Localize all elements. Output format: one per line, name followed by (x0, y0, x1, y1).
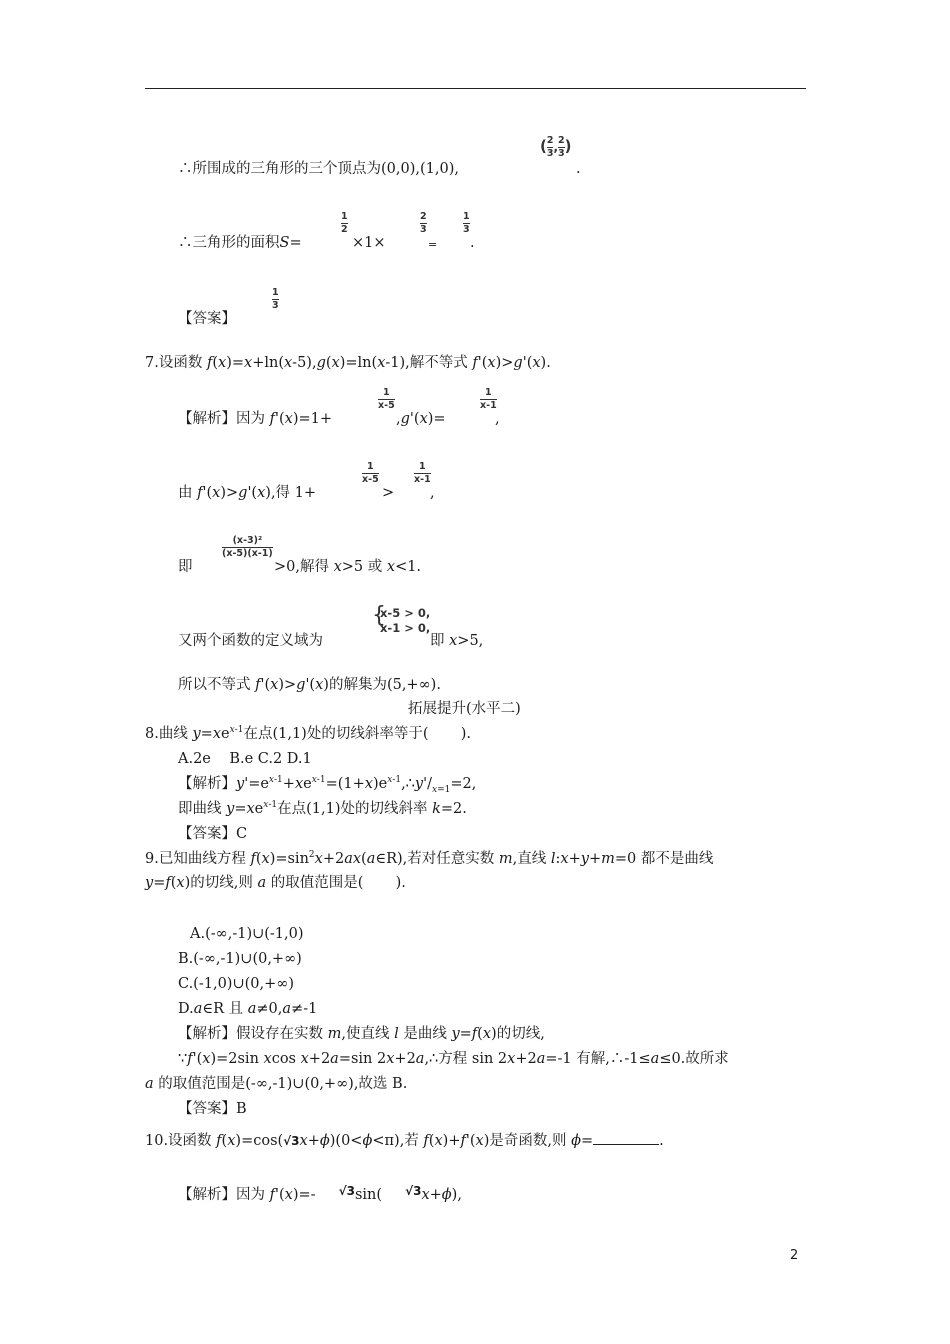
vertices-period: . (576, 161, 581, 177)
area-period: . (470, 235, 475, 251)
section-level2: 拓展提升(水平二) (408, 701, 521, 717)
q7-frac-big: (x-3)² (x-5)(x-1) (222, 535, 273, 559)
q10-answer-blank[interactable] (593, 1130, 659, 1145)
header-rule (145, 88, 806, 89)
q9-answer: 【答案】B (178, 1101, 247, 1117)
q7-domain-result: 即 x>5, (430, 633, 484, 649)
q7-comma-2: , (430, 485, 435, 501)
area-equals: = (428, 238, 438, 251)
q7-frac-1: 1 x-5 (378, 387, 395, 411)
vertices-line: ∴所围成的三角形的三个顶点为(0,0),(1,0), (178, 161, 459, 177)
q9-option-b: B.(-∞,-1)∪(0,+∞) (178, 951, 302, 967)
area-line: ∴三角形的面积S= (178, 235, 302, 251)
q8-options: A.2e B.e C.2 D.1 (178, 751, 312, 767)
vertex-point: ( $\frac{2}{3}$ , $\frac{2}{3}$ ) (540, 135, 572, 159)
q7-domain-line: 又两个函数的定义域为 (178, 633, 323, 649)
q7-system: { x-5 > 0, x-1 > 0, (372, 603, 431, 635)
q7-frac-2: 1 x-1 (480, 387, 497, 411)
area-frac-twothirds: 2 3 (420, 211, 427, 235)
area-times: ×1× (352, 235, 386, 251)
q9-solution-l3: a 的取值范围是(-∞,-1)∪(0,+∞),故选 B. (145, 1076, 408, 1092)
q7-gt: > (382, 485, 395, 501)
q8-solution-l2: 即曲线 $y=xe^{x-1}$在点(1,1)处的切线斜率 k=2. (178, 800, 467, 817)
area-frac-half: 1 2 (341, 211, 348, 235)
q7-solution-l2: 由 f'(x)>g'(x),得 1+ (178, 485, 317, 501)
q9-solution-l2: ∵f'(x)=2sin xcos x+2a=sin 2x+2a,∴方程 sin 2x+2a=-1 有解,∴-1≤a≤0.故所求 (178, 1051, 729, 1067)
q10-solution-l1: 【解析】因为 f'(x)=- $^{√3}$sin( $^{√3}$x+ϕ), (178, 1184, 462, 1203)
q10-stem: 10.设函数 f(x)=cos(√3x+ϕ)(0<ϕ<π),若 f(x)+f'(x)是奇函数,则 ϕ= . (145, 1130, 664, 1150)
q9-option-d: D.a∈R 且 a≠0,a≠-1 (178, 1001, 318, 1017)
q7-stem: 7.设函数 f(x)=x+ln(x-5),g(x)=ln(x-1),解不等式 f'(x)>g'(x). (145, 355, 551, 371)
q8-stem: 8.曲线 $y=xe^{x-1}$在点(1,1)处的切线斜率等于( ). (145, 725, 472, 742)
q7-solution-l1: 【解析】因为 f'(x)=1+ (178, 411, 333, 427)
q8-answer: 【答案】C (178, 826, 248, 842)
q9-stem-l2: y=f(x)的切线,则 a 的取值范围是( ). (145, 875, 406, 891)
q7-frac-3: 1 x-5 (362, 461, 379, 485)
q7-comma: , (495, 411, 500, 427)
q7-solution-l3-label: 即 (178, 559, 193, 575)
q7-frac-4: 1 x-1 (414, 461, 431, 485)
p6-answer-frac: 1 3 (272, 287, 279, 311)
q7-conclusion: 所以不等式 f'(x)>g'(x)的解集为(5,+∞). (178, 677, 441, 693)
q7-g-prime: ,g'(x)= (396, 411, 446, 427)
q9-solution-l1: 【解析】假设存在实数 m,使直线 l 是曲线 y=f(x)的切线, (178, 1026, 545, 1042)
q9-option-c: C.(-1,0)∪(0,+∞) (178, 976, 294, 992)
q8-solution-l1: 【解析】$y'=e^{x-1}+xe^{x-1}=(1+x)e^{x-1},\therefore y'/_{x=1}=2$, (178, 775, 477, 795)
q7-solution-l3: >0,解得 x>5 或 x<1. (274, 559, 422, 575)
q9-option-a: A.(-∞,-1)∪(-1,0) (190, 926, 304, 942)
page-number: 2 (790, 1248, 799, 1263)
p6-answer: 【答案】 (178, 311, 236, 327)
q9-stem-l1: 9.已知曲线方程 $f(x)=\sin^2x+2ax(a\in R)$,若对任意实数 m,直线 l:x+y+m=0 都不是曲线 (145, 850, 714, 867)
area-frac-third: 1 3 (463, 211, 470, 235)
